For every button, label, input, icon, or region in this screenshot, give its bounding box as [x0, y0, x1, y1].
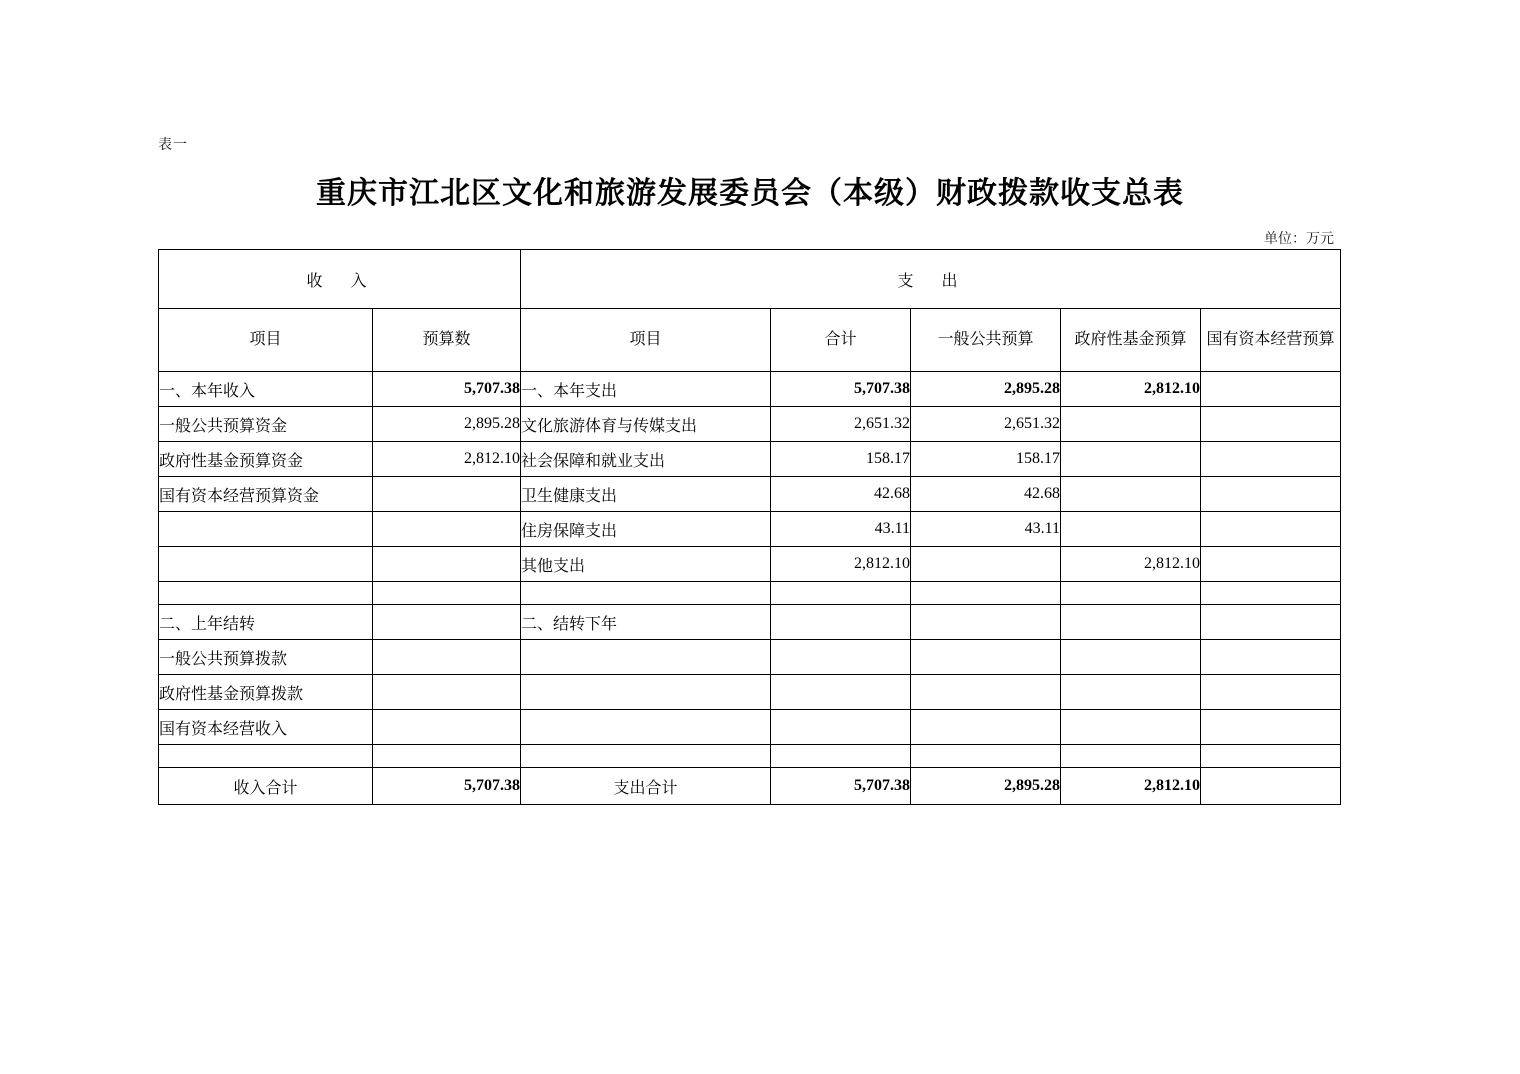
income-value: [373, 675, 521, 710]
income-value: [373, 477, 521, 512]
exp-label: [521, 675, 771, 710]
exp-label: [521, 710, 771, 745]
income-label: 二、上年结转: [159, 605, 373, 640]
exp-total: 2,812.10: [771, 547, 911, 582]
unit-note: 单位：万元: [1264, 230, 1334, 246]
exp-general: 2,895.28: [911, 372, 1061, 407]
exp-label: 卫生健康支出: [521, 477, 771, 512]
exp-fund: [1061, 675, 1201, 710]
table-row: [159, 605, 1341, 640]
exp-total: 2,651.32: [771, 407, 911, 442]
exp-general: 43.11: [911, 512, 1061, 547]
exp-fund: 2,812.10: [1061, 547, 1201, 582]
exp-fund-total: 2,812.10: [1061, 768, 1201, 805]
exp-fund: 2,812.10: [1061, 372, 1201, 407]
income-value: [373, 640, 521, 675]
table-row: [159, 372, 1341, 407]
exp-fund: [1061, 582, 1201, 605]
column-header-exp-general: 一般公共预算: [911, 309, 1061, 372]
exp-fund: [1061, 605, 1201, 640]
page-title: 重庆市江北区文化和旅游发展委员会（本级）财政拨款收支总表: [316, 177, 1184, 210]
exp-state: [1201, 605, 1341, 640]
exp-state: [1201, 407, 1341, 442]
exp-state: [1201, 745, 1341, 768]
table-row: [159, 675, 1341, 710]
column-header-exp-fund: 政府性基金预算: [1061, 309, 1201, 372]
income-value: 5,707.38: [373, 372, 521, 407]
income-value: 2,895.28: [373, 407, 521, 442]
form-number: 表一: [158, 136, 188, 152]
exp-label: 一、本年支出: [521, 372, 771, 407]
income-label: 一般公共预算资金: [159, 407, 373, 442]
exp-total: 42.68: [771, 477, 911, 512]
exp-total: 5,707.38: [771, 372, 911, 407]
exp-total: [771, 605, 911, 640]
table-row: [159, 640, 1341, 675]
exp-label: [521, 640, 771, 675]
exp-general: [911, 547, 1061, 582]
exp-general: 42.68: [911, 477, 1061, 512]
exp-state-total: [1201, 768, 1341, 805]
exp-total-label: 支出合计: [521, 768, 771, 805]
exp-state: [1201, 477, 1341, 512]
income-label: 国有资本经营预算资金: [159, 477, 373, 512]
income-label: 政府性基金预算拨款: [159, 675, 373, 710]
exp-label: 社会保障和就业支出: [521, 442, 771, 477]
exp-general: [911, 675, 1061, 710]
table-group-header-row: [159, 250, 1341, 309]
exp-fund: [1061, 407, 1201, 442]
income-value: [373, 745, 521, 768]
exp-state: [1201, 675, 1341, 710]
exp-state: [1201, 640, 1341, 675]
exp-total: [771, 640, 911, 675]
table-column-header-row: [159, 309, 1341, 372]
income-value: [373, 710, 521, 745]
exp-general-total: 2,895.28: [911, 768, 1061, 805]
exp-fund: [1061, 477, 1201, 512]
column-header-income-budget: 预算数: [373, 309, 521, 372]
exp-general: [911, 582, 1061, 605]
exp-fund: [1061, 745, 1201, 768]
income-label: [159, 512, 373, 547]
exp-total: 43.11: [771, 512, 911, 547]
income-value: [373, 547, 521, 582]
income-total-label: 收入合计: [159, 768, 373, 805]
exp-general: [911, 710, 1061, 745]
income-label: [159, 582, 373, 605]
table-row: [159, 745, 1341, 768]
exp-label: 住房保障支出: [521, 512, 771, 547]
exp-label: [521, 745, 771, 768]
income-total-value: 5,707.38: [373, 768, 521, 805]
exp-state: [1201, 547, 1341, 582]
income-value: [373, 512, 521, 547]
exp-general: [911, 745, 1061, 768]
budget-table: [158, 249, 1341, 805]
exp-total: [771, 745, 911, 768]
column-header-income-item: 项目: [159, 309, 373, 372]
exp-state: [1201, 710, 1341, 745]
income-value: 2,812.10: [373, 442, 521, 477]
income-label: 政府性基金预算资金: [159, 442, 373, 477]
income-label: [159, 745, 373, 768]
exp-total: [771, 675, 911, 710]
exp-general: [911, 605, 1061, 640]
income-label: 一、本年收入: [159, 372, 373, 407]
exp-label: 其他支出: [521, 547, 771, 582]
exp-state: [1201, 582, 1341, 605]
exp-state: [1201, 372, 1341, 407]
column-header-exp-state-capital: 国有资本经营预算: [1201, 309, 1341, 372]
income-value: [373, 582, 521, 605]
income-value: [373, 605, 521, 640]
exp-fund: [1061, 512, 1201, 547]
exp-total-value: 5,707.38: [771, 768, 911, 805]
exp-total: 158.17: [771, 442, 911, 477]
exp-state: [1201, 442, 1341, 477]
exp-general: 158.17: [911, 442, 1061, 477]
column-header-exp-total: 合计: [771, 309, 911, 372]
exp-label: [521, 582, 771, 605]
table-row: [159, 407, 1341, 442]
group-header-income: 收 入: [159, 250, 521, 309]
table-total-row: [159, 768, 1341, 805]
income-label: [159, 547, 373, 582]
income-label: 一般公共预算拨款: [159, 640, 373, 675]
income-label: 国有资本经营收入: [159, 710, 373, 745]
exp-fund: [1061, 442, 1201, 477]
exp-total: [771, 582, 911, 605]
exp-label: 二、结转下年: [521, 605, 771, 640]
table-row: [159, 442, 1341, 477]
table-row: [159, 512, 1341, 547]
exp-fund: [1061, 710, 1201, 745]
table-row: [159, 582, 1341, 605]
exp-state: [1201, 512, 1341, 547]
group-header-expenditure: 支 出: [521, 250, 1341, 309]
exp-general: 2,651.32: [911, 407, 1061, 442]
table-row: [159, 710, 1341, 745]
exp-total: [771, 710, 911, 745]
exp-label: 文化旅游体育与传媒支出: [521, 407, 771, 442]
exp-fund: [1061, 640, 1201, 675]
column-header-exp-item: 项目: [521, 309, 771, 372]
table-row: [159, 547, 1341, 582]
exp-general: [911, 640, 1061, 675]
table-row: [159, 477, 1341, 512]
